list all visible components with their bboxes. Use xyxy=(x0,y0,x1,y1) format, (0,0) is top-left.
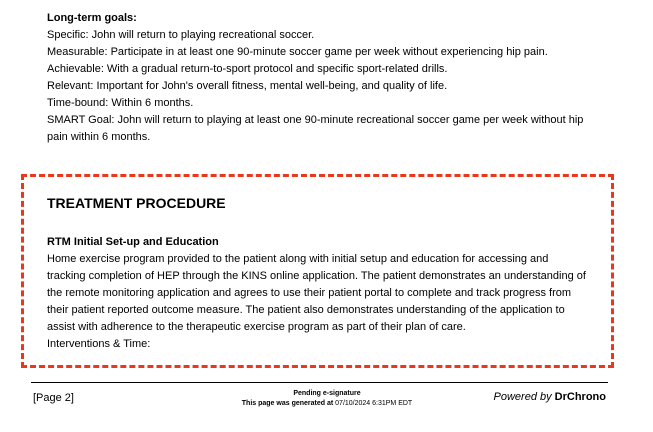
footer-divider xyxy=(31,382,608,383)
brand-logo-text: DrChrono xyxy=(554,391,606,403)
generated-timestamp xyxy=(170,399,484,409)
rtm-line: assist with adherence to the therapeutic exercise program as part of their plan of care. xyxy=(47,321,466,333)
smart-goal-line-1: SMART Goal: John will return to playing at least one 90-minute recreational soccer game per week without hip xyxy=(47,114,584,126)
goal-relevant: Relevant: Important for John's overall fitness, mental well-being, and quality of life. xyxy=(47,80,448,92)
goal-measurable: Measurable: Participate in at least one 90-minute soccer game per week without experiencing hip pain. xyxy=(47,46,548,58)
treatment-procedure-title: TREATMENT PROCEDURE xyxy=(47,195,226,211)
rtm-paragraph xyxy=(47,251,607,336)
rtm-line: their patient reported outcome measure. The patient also demonstrates understanding of the application to xyxy=(47,304,565,316)
page-number: [Page 2] xyxy=(33,392,74,404)
powered-by-prefix: Powered by xyxy=(493,391,552,403)
rtm-line: tracking completion of HEP through the KINS online application. The patient demonstrates an understanding of xyxy=(47,270,586,282)
generated-time: 07/10/2024 6:31PM EDT xyxy=(335,400,413,407)
smart-goal-line-2: pain within 6 months. xyxy=(47,131,151,143)
signature-status: Pending e-signature xyxy=(293,390,361,397)
goal-time-bound: Time-bound: Within 6 months. xyxy=(47,97,194,109)
rtm-section xyxy=(47,234,607,353)
rtm-heading: RTM Initial Set-up and Education xyxy=(47,236,219,248)
goal-achievable: Achievable: With a gradual return-to-sport protocol and specific sport-related drills. xyxy=(47,63,448,75)
long-term-goals-heading: Long-term goals: xyxy=(47,12,137,24)
goal-specific: Specific: John will return to playing recreational soccer. xyxy=(47,29,315,41)
interventions-time-label: Interventions & Time: xyxy=(47,338,151,350)
long-term-goals-section xyxy=(47,10,607,146)
rtm-line: the remote monitoring application and agrees to use their patient portal to complete and track progress from xyxy=(47,287,572,299)
powered-by xyxy=(494,391,606,404)
footer-signature-status xyxy=(170,389,484,409)
rtm-line: Home exercise program provided to the patient along with initial setup and education for accessing and xyxy=(47,253,549,265)
generated-label: This page was generated at xyxy=(241,400,334,407)
